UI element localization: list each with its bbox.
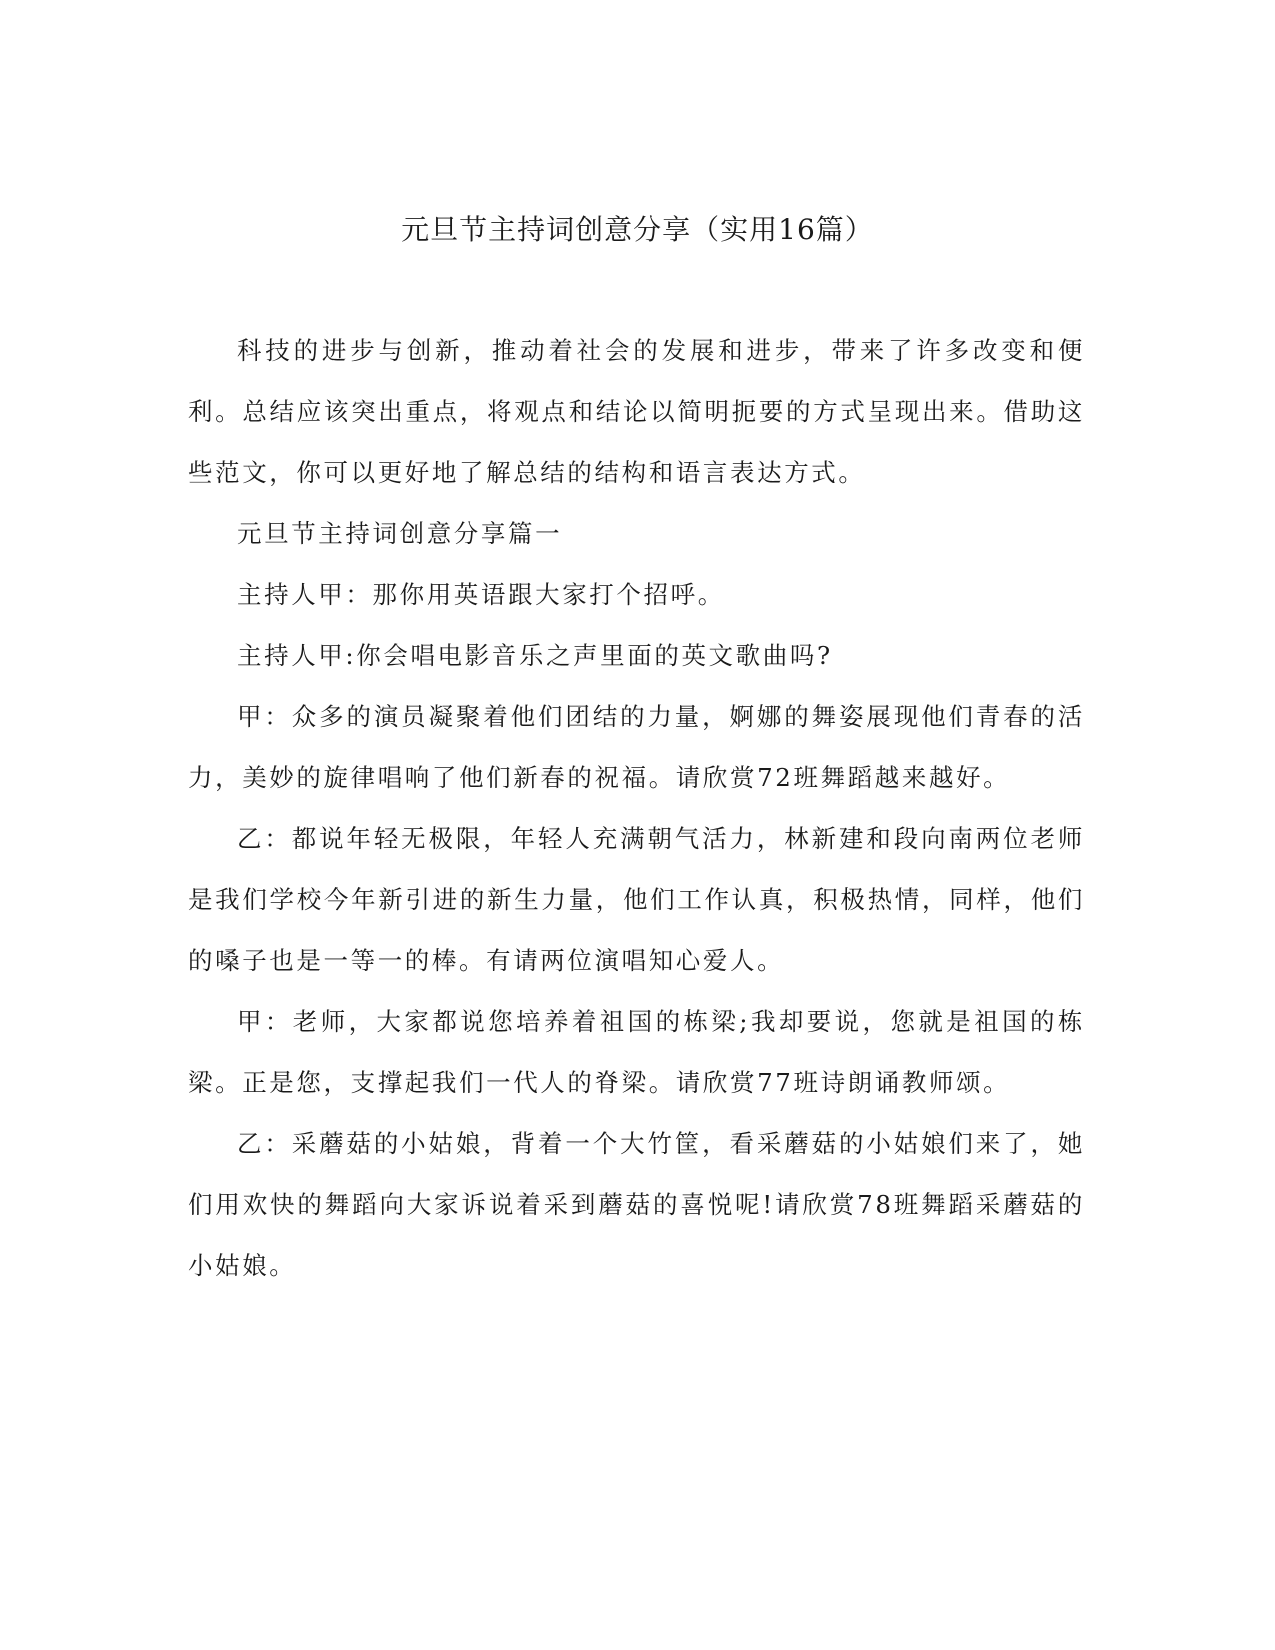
paragraph-yi-1: 乙：都说年轻无极限，年轻人充满朝气活力，林新建和段向南两位老师是我们学校今年新引进的新生力量，他们工作认真，积极热情，同样，他们的嗓子也是一等一的棒。有请两位演唱知心爱人。	[188, 824, 1085, 975]
paragraph-host-a-1: 主持人甲：那你用英语跟大家打个招呼。	[237, 580, 725, 609]
paragraph-yi-2: 乙：采蘑菇的小姑娘，背着一个大竹筐，看采蘑菇的小姑娘们来了，她们用欢快的舞蹈向大家诉说着采到蘑菇的喜悦呢!请欣赏78班舞蹈采蘑菇的小姑娘。	[188, 1129, 1085, 1280]
paragraph-intro: 科技的进步与创新，推动着社会的发展和进步，带来了许多改变和便利。总结应该突出重点，将观点和结论以简明扼要的方式呈现出来。借助这些范文，你可以更好地了解总结的结构和语言表达方式。	[188, 336, 1085, 487]
document-title: 元旦节主持词创意分享（实用16篇）	[401, 213, 874, 246]
paragraph-jia-2: 甲：老师，大家都说您培养着祖国的栋梁;我却要说，您就是祖国的栋梁。正是您，支撑起我们一代人的脊梁。请欣赏77班诗朗诵教师颂。	[188, 1007, 1085, 1097]
paragraph-jia-1: 甲：众多的演员凝聚着他们团结的力量，婀娜的舞姿展现他们青春的活力，美妙的旋律唱响了他们新春的祝福。请欣赏72班舞蹈越来越好。	[188, 702, 1085, 792]
section-heading: 元旦节主持词创意分享篇一	[237, 519, 563, 548]
document-body	[188, 320, 1085, 1296]
paragraph-host-a-2: 主持人甲:你会唱电影音乐之声里面的英文歌曲吗?	[237, 641, 833, 670]
